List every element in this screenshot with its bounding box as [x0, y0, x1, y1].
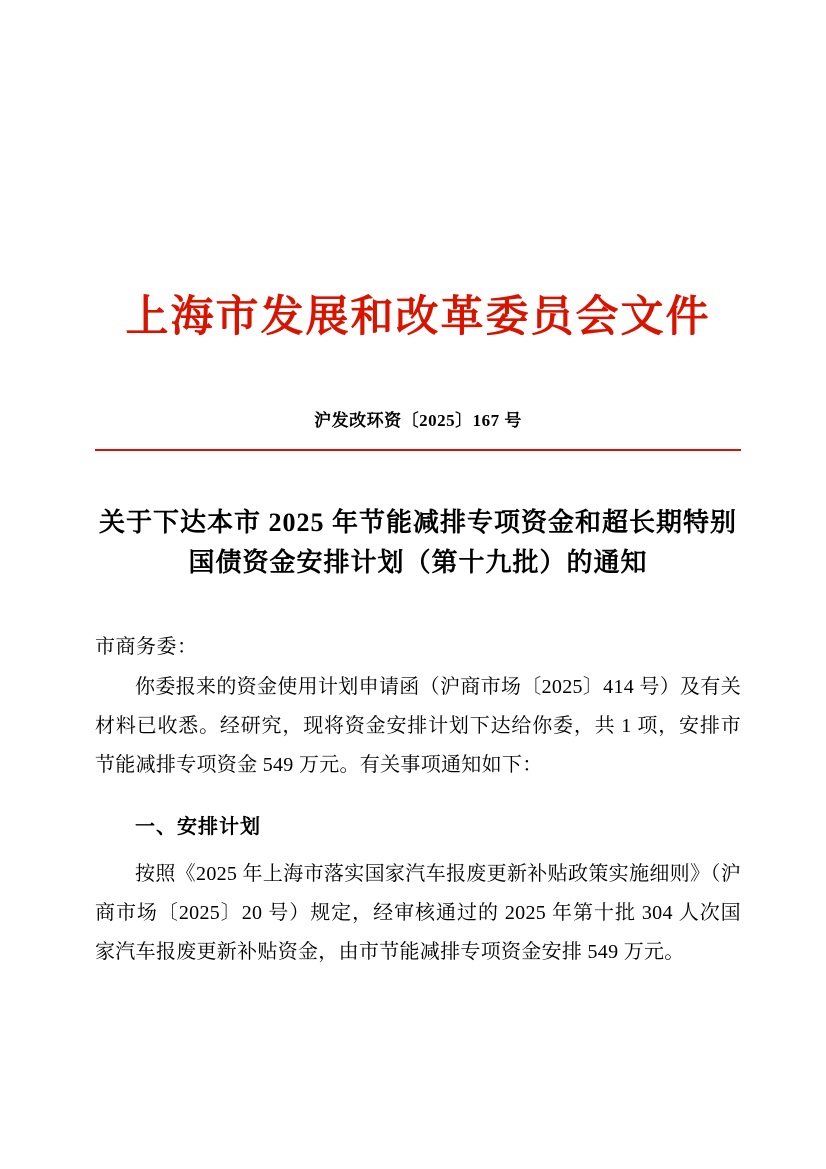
- recipient-line: 市商务委：: [95, 636, 198, 659]
- paragraph-plan-detail: 按照《2025 年上海市落实国家汽车报废更新补贴政策实施细则》（沪商市场〔2025〕20 号）规定，经审核通过的 2025 年第十批 304 人次国家汽车报废更新补贴资金，由市节能减排专项资金安排 549 万元。: [95, 863, 741, 964]
- document-masthead: 上海市发展和改革委员会文件: [125, 294, 711, 341]
- document-content: [95, 0, 741, 972]
- section-heading-plan: 一、安排计划: [135, 814, 261, 839]
- document-number: 沪发改环资〔2025〕167 号: [314, 410, 522, 430]
- paragraph-intro: 你委报来的资金使用计划申请函（沪商市场〔2025〕414 号）及有关材料已收悉。经研究，现将资金安排计划下达给你委，共 1 项，安排市节能减排专项资金 549 万元。有关事项通知如下：: [95, 676, 741, 777]
- page-title: 关于下达本市 2025 年节能减排专项资金和超长期特别国债资金安排计划（第十九批）的通知: [98, 507, 737, 577]
- red-divider-rule: [95, 449, 741, 451]
